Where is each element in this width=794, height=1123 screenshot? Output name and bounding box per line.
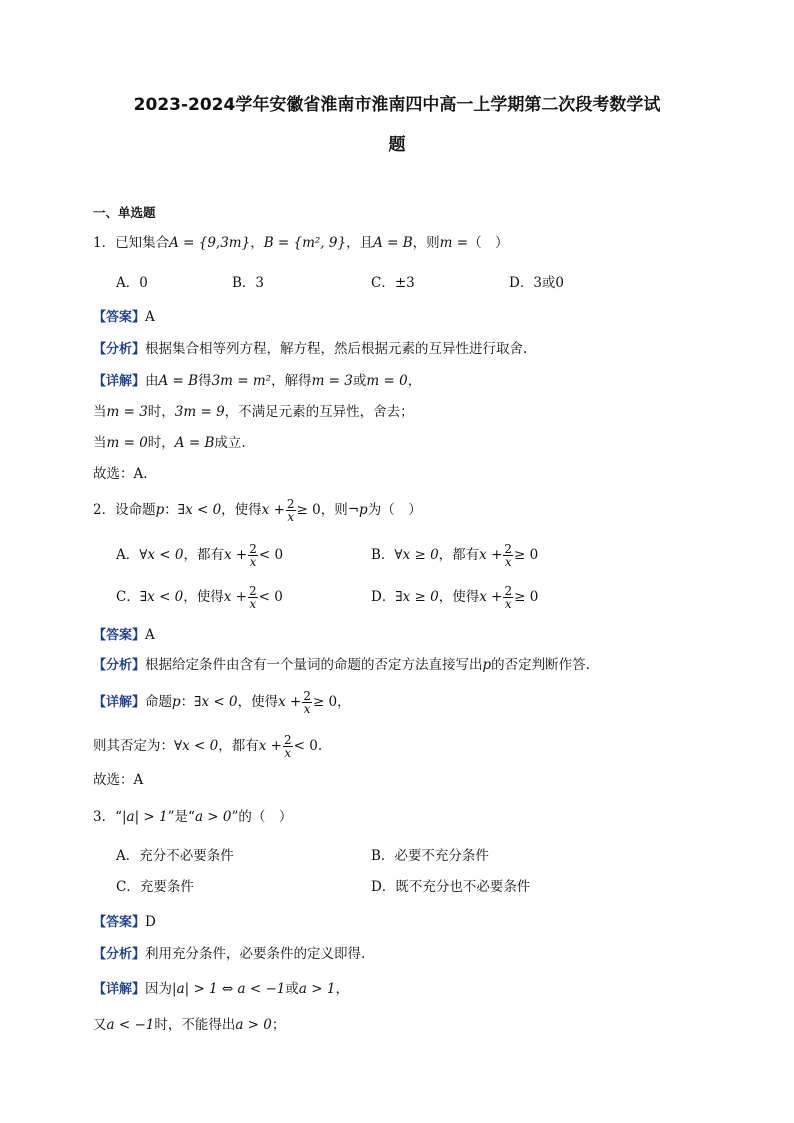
option-expr: ≥ 0	[514, 547, 539, 563]
q2-detail-fraction	[283, 734, 293, 759]
option-fraction	[503, 585, 513, 610]
q2-stem-text: 2．设命题	[93, 502, 156, 518]
fraction-numerator: 2	[303, 689, 311, 703]
q3-condition-2: a > 0	[194, 809, 232, 825]
option-label: B．	[371, 547, 395, 563]
q1-sep: ，	[250, 235, 264, 251]
q2-detail-text: ，	[337, 694, 351, 710]
detail-tag: 【详解】	[93, 982, 146, 997]
q1-detail-line-2	[93, 403, 414, 421]
q1-stem-text: 1．已知集合	[93, 235, 170, 251]
q2-detail-math: x +	[258, 738, 282, 754]
q3-detail-math: |a| > 1 ⇔ a < −1	[172, 981, 286, 997]
option-fraction	[248, 585, 258, 610]
q3-detail-line-1	[93, 980, 349, 999]
option-quantifier: ∀x ≥ 0	[394, 547, 439, 563]
option-text: ，都有	[438, 547, 480, 563]
q3-analysis	[93, 945, 365, 964]
q1-detail-text: 当	[93, 435, 107, 451]
fraction-numerator: 2	[248, 584, 257, 598]
option-expr: x +	[479, 547, 503, 563]
fraction-numerator: 2	[286, 497, 295, 511]
detail-tag: 【详解】	[93, 374, 146, 389]
q1-option-b: B．3	[232, 275, 265, 291]
q2-detail-text: 命题	[145, 694, 173, 710]
q3-detail-text: ；	[271, 1017, 286, 1033]
q2-stem	[93, 498, 422, 523]
answer-tag: 【答案】	[93, 310, 146, 325]
q2-detail-text: .	[317, 738, 323, 754]
q2-detail-line-2	[93, 734, 322, 759]
option-label: C．	[116, 589, 140, 605]
q1-detail-text: ，	[407, 373, 422, 389]
q3-stem-text: ”的（ ）	[231, 809, 293, 825]
q3-detail-math: a > 1	[298, 981, 336, 997]
q2-answer-value: A	[145, 627, 155, 643]
q1-analysis-text: 根据集合相等列方程，解方程，然后根据元素的互异性进行取舍.	[145, 341, 528, 357]
q3-option-d: D．既不充分也不必要条件	[371, 879, 531, 895]
option-text: ，使得	[438, 589, 480, 605]
q1-option-a: A．0	[116, 275, 148, 291]
q1-detail-text: 当	[93, 404, 107, 420]
q2-option-b	[371, 543, 538, 568]
q1-detail-math: 3m = m²	[211, 373, 272, 389]
q1-detail-text: 成立.	[214, 435, 246, 451]
q2-analysis	[93, 656, 590, 675]
fraction-numerator: 2	[283, 733, 292, 747]
q2-analysis-text: 的否定判断作答.	[491, 657, 590, 673]
q2-expr: x +	[261, 502, 285, 518]
q1-detail-text: ，不满足元素的互异性，舍去；	[224, 404, 414, 420]
option-expr: x +	[223, 589, 247, 605]
option-text: ，都有	[183, 547, 224, 563]
option-quantifier: ∀x < 0	[139, 547, 184, 563]
q2-detail-math: < 0	[293, 738, 318, 754]
option-label: D．	[371, 589, 396, 605]
q1-detail-text: 得	[198, 373, 212, 389]
q1-option-d: D．3或0	[509, 275, 565, 291]
analysis-tag: 【分析】	[93, 658, 146, 673]
q2-detail-math: p	[172, 694, 181, 710]
q3-option-c: C．充要条件	[116, 879, 194, 895]
q3-stem-text: ”是“	[167, 809, 195, 825]
fraction-numerator: 2	[249, 542, 257, 556]
q2-detail-fraction	[302, 690, 312, 715]
fraction-denominator: x	[284, 746, 292, 760]
q3-detail-text: 或	[285, 981, 299, 997]
option-expr: < 0	[258, 547, 284, 563]
q1-detail-text: 时，	[147, 435, 175, 451]
analysis-tag: 【分析】	[93, 342, 146, 357]
q1-mid: ，且	[346, 235, 374, 251]
q2-detail-math: x +	[278, 694, 302, 710]
q1-detail-text: 时，	[147, 404, 175, 420]
q2-var-p: p	[155, 502, 165, 518]
q1-detail-text: ，解得	[271, 373, 312, 389]
q3-stem-text: 3．“	[93, 809, 122, 825]
fraction-denominator: x	[303, 702, 311, 716]
q3-detail-text: 又	[93, 1017, 107, 1033]
fraction-denominator: x	[287, 510, 295, 524]
q1-detail-text: 或	[352, 373, 367, 389]
q2-stem-text: ，使得	[221, 502, 262, 518]
q2-detail-text: 则其否定为：	[93, 738, 174, 754]
document-title-line-1: 2023-2024学年安徽省淮南市淮南四中高一上学期第二次段考数学试	[133, 95, 661, 115]
q2-quantifier: ∃x < 0	[177, 502, 222, 518]
q2-option-d	[371, 585, 538, 610]
q1-answer-value: A	[145, 309, 155, 325]
q1-detail-line-1	[93, 372, 421, 391]
q1-ask: m =	[439, 235, 469, 251]
document-title-line-2: 题	[388, 135, 406, 155]
q1-set-a: A = {9,3m}	[169, 235, 251, 251]
section-heading: 一、单选题	[93, 205, 156, 220]
q1-tail: （ ）	[468, 235, 509, 251]
q3-answer-value: D	[145, 914, 156, 930]
q1-stem	[93, 234, 509, 252]
q3-detail-text: 因为	[145, 981, 173, 997]
q3-option-b: B．必要不充分条件	[371, 848, 489, 864]
q2-detail-math: ∀x < 0	[174, 738, 219, 754]
q3-stem	[93, 808, 292, 826]
fraction-denominator: x	[249, 597, 257, 611]
analysis-tag: 【分析】	[93, 947, 146, 962]
option-text: ，使得	[183, 589, 224, 605]
q1-option-c: C．±3	[371, 275, 415, 291]
option-quantifier: ∃x ≥ 0	[395, 589, 439, 605]
q1-detail-line-3	[93, 434, 246, 452]
option-fraction	[248, 543, 258, 568]
q3-detail-text: 时，不能得出	[154, 1017, 236, 1033]
q1-detail-math: m = 0	[106, 435, 148, 451]
option-expr: < 0	[258, 589, 283, 605]
q3-analysis-text: 利用充分条件，必要条件的定义即得.	[145, 946, 366, 962]
detail-tag: 【详解】	[93, 695, 146, 710]
q2-detail-text: ，都有	[218, 738, 259, 754]
q2-option-a	[116, 543, 283, 568]
q1-mid2: ，则	[412, 235, 440, 251]
q2-fraction	[286, 498, 296, 523]
q2-detail-text: ，使得	[237, 694, 279, 710]
q1-answer	[93, 308, 155, 327]
q2-stem-text: ：	[164, 502, 178, 518]
q1-analysis	[93, 340, 527, 359]
q2-analysis-var: p	[482, 657, 492, 673]
option-expr: x +	[479, 589, 503, 605]
q3-answer	[93, 913, 156, 932]
q2-detail-text: ：	[180, 694, 195, 710]
q3-detail-text: ，	[335, 981, 349, 997]
q1-detail-math: 3m = 9	[174, 404, 225, 420]
option-quantifier: ∃x < 0	[139, 589, 184, 605]
q3-detail-math: a > 0	[235, 1017, 272, 1033]
q1-detail-math: m = 3	[311, 373, 353, 389]
q1-detail-text: 由	[145, 373, 159, 389]
fraction-denominator: x	[249, 555, 257, 569]
q2-detail-math: ≥ 0	[312, 694, 338, 710]
fraction-numerator: 2	[504, 584, 513, 598]
q1-conclusion: 故选：A.	[93, 466, 148, 482]
q1-detail-math: A = B	[174, 435, 215, 451]
q2-neg-p: ¬p	[347, 502, 368, 518]
answer-tag: 【答案】	[93, 915, 146, 930]
fraction-numerator: 2	[504, 542, 513, 556]
q1-detail-math: m = 3	[106, 404, 148, 420]
option-label: A．	[116, 547, 140, 563]
q2-conclusion: 故选：A	[93, 772, 144, 788]
q2-detail-math: ∃x < 0	[194, 694, 238, 710]
q3-option-a: A．充分不必要条件	[116, 848, 234, 864]
q3-detail-line-2	[93, 1016, 285, 1034]
q2-analysis-text: 根据给定条件由含有一个量词的命题的否定方法直接写出	[145, 657, 483, 673]
q3-detail-math: a < −1	[106, 1017, 155, 1033]
q2-answer	[93, 626, 155, 645]
q2-detail-line-1	[93, 690, 351, 715]
q2-stem-text: ，则	[320, 502, 348, 518]
q2-stem-text: 为（ ）	[367, 502, 422, 518]
fraction-denominator: x	[504, 555, 512, 569]
option-fraction	[503, 543, 513, 568]
fraction-denominator: x	[504, 597, 512, 611]
q1-cond: A = B	[373, 235, 413, 251]
q1-detail-math: A = B	[158, 373, 199, 389]
q1-set-b: B = {m², 9}	[263, 235, 347, 251]
q2-expr: ≥ 0	[296, 502, 321, 518]
option-expr: x +	[224, 547, 248, 563]
q3-condition-1: |a| > 1	[122, 809, 168, 825]
answer-tag: 【答案】	[93, 628, 146, 643]
q2-option-c	[116, 585, 283, 610]
q1-detail-math: m = 0	[366, 373, 408, 389]
option-expr: ≥ 0	[514, 589, 539, 605]
